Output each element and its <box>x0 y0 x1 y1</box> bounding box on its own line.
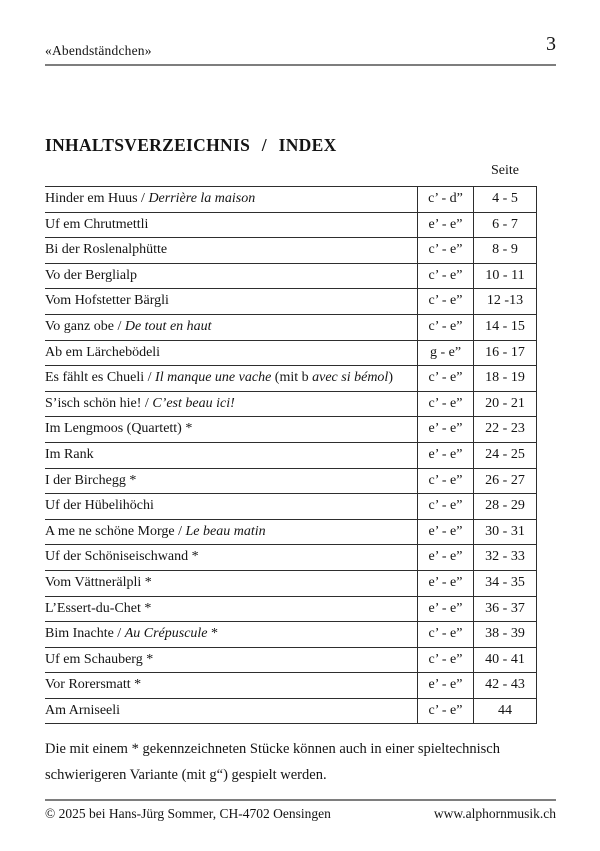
table-row <box>45 263 537 289</box>
table-row <box>45 417 537 443</box>
page-numbers: 12 -13 <box>474 289 537 315</box>
piece-title: Vor Rorersmatt * <box>45 673 418 699</box>
page-numbers: 38 - 39 <box>474 622 537 648</box>
pitch-range: c’ - e” <box>418 468 474 494</box>
page-title: INHALTSVERZEICHNIS / INDEX <box>45 135 337 155</box>
website-text: www.alphornmusik.ch <box>433 806 556 821</box>
page-numbers: 28 - 29 <box>474 494 537 520</box>
table-row <box>45 289 537 315</box>
page-numbers: 4 - 5 <box>474 187 537 213</box>
piece-title: L’Essert-du-Chet * <box>45 596 418 622</box>
page-numbers: 20 - 21 <box>474 391 537 417</box>
piece-title: I der Birchegg * <box>45 468 418 494</box>
table-row <box>45 212 537 238</box>
piece-title: S’isch schön hie! / C’est beau ici! <box>45 391 418 417</box>
page-numbers: 44 <box>474 698 537 724</box>
page-numbers: 32 - 33 <box>474 545 537 571</box>
table-row <box>45 442 537 468</box>
pitch-range: c’ - d” <box>418 187 474 213</box>
table-row <box>45 494 537 520</box>
pitch-range: e’ - e” <box>418 673 474 699</box>
pitch-range: c’ - e” <box>418 622 474 648</box>
piece-title: Vom Vättnerälpli * <box>45 570 418 596</box>
pitch-range: c’ - e” <box>418 647 474 673</box>
page-numbers: 14 - 15 <box>474 314 537 340</box>
piece-title: Am Arniseeli <box>45 698 418 724</box>
footnote-line: Die mit einem * gekennzeichneten Stücke können auch in einer spieltechnisch <box>45 741 500 757</box>
table-row <box>45 570 537 596</box>
toc-table <box>45 186 537 724</box>
pitch-range: e’ - e” <box>418 596 474 622</box>
piece-title: Vo der Berglialp <box>45 263 418 289</box>
page-numbers: 26 - 27 <box>474 468 537 494</box>
piece-title: Bi der Roslenalphütte <box>45 238 418 264</box>
page-numbers: 42 - 43 <box>474 673 537 699</box>
pitch-range: c’ - e” <box>418 263 474 289</box>
table-row <box>45 647 537 673</box>
footnote-line: schwierigeren Variante (mit g“) gespielt werden. <box>45 767 327 783</box>
page-numbers: 24 - 25 <box>474 442 537 468</box>
table-row <box>45 187 537 213</box>
page-numbers: 8 - 9 <box>474 238 537 264</box>
pitch-range: c’ - e” <box>418 314 474 340</box>
page-numbers: 6 - 7 <box>474 212 537 238</box>
table-row <box>45 366 537 392</box>
piece-title: Hinder em Huus / Derrière la maison <box>45 187 418 213</box>
table-row <box>45 340 537 366</box>
piece-title: Uf em Schauberg * <box>45 647 418 673</box>
page-numbers: 36 - 37 <box>474 596 537 622</box>
piece-title: Vo ganz obe / De tout en haut <box>45 314 418 340</box>
page-numbers: 22 - 23 <box>474 417 537 443</box>
pitch-range: e’ - e” <box>418 417 474 443</box>
page-numbers: 30 - 31 <box>474 519 537 545</box>
page-column-header: Seite <box>491 163 519 178</box>
table-row <box>45 698 537 724</box>
page-number: 3 <box>546 33 556 55</box>
piece-title: Uf em Chrutmettli <box>45 212 418 238</box>
page-numbers: 16 - 17 <box>474 340 537 366</box>
table-row <box>45 596 537 622</box>
piece-title: Es fählt es Chueli / Il manque une vache (mit b avec si bémol) <box>45 366 418 392</box>
page-numbers: 10 - 11 <box>474 263 537 289</box>
table-row <box>45 673 537 699</box>
table-row <box>45 545 537 571</box>
header-rule <box>45 64 556 66</box>
copyright-text: © 2025 bei Hans-Jürg Sommer, CH-4702 Oensingen <box>45 806 331 821</box>
table-row <box>45 468 537 494</box>
piece-title: Bim Inachte / Au Crépuscule * <box>45 622 418 648</box>
pitch-range: c’ - e” <box>418 391 474 417</box>
page-footer <box>45 806 556 822</box>
page-numbers: 34 - 35 <box>474 570 537 596</box>
table-row <box>45 391 537 417</box>
table-row <box>45 622 537 648</box>
table-row <box>45 519 537 545</box>
toc-table-body <box>45 187 537 724</box>
piece-title: A me ne schöne Morge / Le beau matin <box>45 519 418 545</box>
pitch-range: e’ - e” <box>418 545 474 571</box>
piece-title: Im Lengmoos (Quartett) * <box>45 417 418 443</box>
piece-title: Ab em Lärchebödeli <box>45 340 418 366</box>
footnote <box>45 736 500 788</box>
pitch-range: c’ - e” <box>418 238 474 264</box>
page-numbers: 18 - 19 <box>474 366 537 392</box>
footer-rule <box>45 799 556 801</box>
pitch-range: e’ - e” <box>418 212 474 238</box>
piece-title: Im Rank <box>45 442 418 468</box>
piece-title: Uf der Schöniseischwand * <box>45 545 418 571</box>
pitch-range: e’ - e” <box>418 442 474 468</box>
piece-title: Uf der Hübelihöchi <box>45 494 418 520</box>
pitch-range: e’ - e” <box>418 570 474 596</box>
pitch-range: g - e” <box>418 340 474 366</box>
table-row <box>45 238 537 264</box>
table-row <box>45 314 537 340</box>
pitch-range: c’ - e” <box>418 494 474 520</box>
page-numbers: 40 - 41 <box>474 647 537 673</box>
pitch-range: e’ - e” <box>418 519 474 545</box>
piece-title: Vom Hofstetter Bärgli <box>45 289 418 315</box>
pitch-range: c’ - e” <box>418 698 474 724</box>
pitch-range: c’ - e” <box>418 289 474 315</box>
running-title: «Abendständchen» <box>45 43 152 58</box>
pitch-range: c’ - e” <box>418 366 474 392</box>
